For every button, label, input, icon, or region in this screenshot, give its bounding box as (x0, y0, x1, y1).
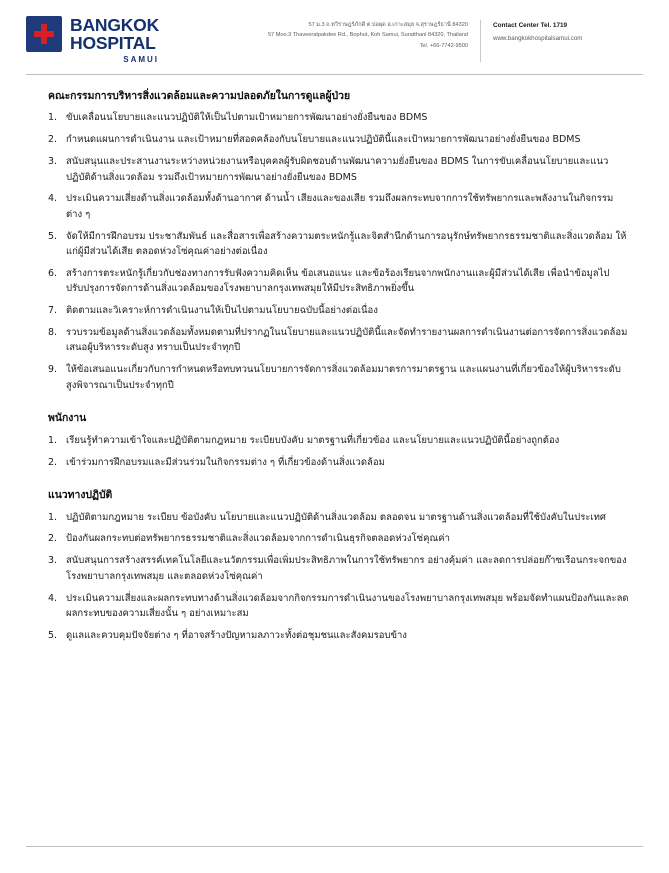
list-text: รวบรวมข้อมูลด้านสิ่งแวดล้อมทั้งหมดตามที่ปรากฏในนโยบายและแนวปฏิบัตินี้และจัดทำรายงานผลการดำเนินงานต่อการจัดการสิ่งแวดล้อมเสนอผู้บริหารระดับสูง ทราบเป็นประจำทุกปี (66, 327, 628, 354)
footer-rule (26, 846, 643, 847)
medical-cross-icon (26, 16, 62, 52)
list-number: 8. (48, 327, 58, 339)
list-text: เรียนรู้ทำความเข้าใจและปฏิบัติตามกฎหมาย ระเบียบบังคับ มาตรฐานที่เกี่ยวข้อง และนโยบายและแนวปฏิบัตินี้อย่างถูกต้อง (66, 434, 560, 446)
list-number: 3. (48, 156, 58, 168)
section-title-guidelines: แนวทางปฏิบัติ (48, 488, 113, 501)
list-item (48, 303, 629, 318)
contact-block (481, 16, 643, 45)
list-number: 2. (48, 533, 58, 545)
list-text: จัดให้มีการฝึกอบรม ประชาสัมพันธ์ และสื่อสารเพื่อสร้างความตระหนักรู้และจิตสำนึกด้านการอนุรักษ์ทรัพยากรธรรมชาติและสิ่งแวดล้อม ให้แก่ผู้มีส่วนได้เสีย ตลอดห่วงโซ่คุณค่าอย่างต่อเนื่อง (66, 230, 627, 258)
document-header (0, 0, 669, 72)
list-number: 2. (48, 134, 58, 146)
list-item (48, 510, 629, 525)
address-telephone: Tel. +66-7742-9500 (419, 42, 468, 49)
list-text: ดูแลและควบคุมปัจจัยต่าง ๆ ที่อาจสร้างปัญหามลภาวะทั้งต่อชุมชนและสังคมรอบข้าง (66, 629, 407, 641)
list-number: 6. (48, 267, 58, 279)
list-text: ขับเคลื่อนนโยบายและแนวปฏิบัติให้เป็นไปตามเป้าหมายการพัฒนาอย่างยั่งยืนของ BDMS (66, 112, 428, 124)
list-text: สนับสนุนการสร้างสรรค์เทคโนโลยีและนวัตกรรมเพื่อเพิ่มประสิทธิภาพในการใช้ทรัพยากร อย่างคุ้มค่า และลดการปล่อยก๊าซเรือนกระจกของโรงพยาบาลกรุงเทพสมุย และตลอดห่วงโซ่คุณค่า (66, 555, 627, 582)
list-item (48, 553, 629, 584)
list-text: ปฏิบัติตามกฎหมาย ระเบียบ ข้อบังคับ นโยบายและแนวปฏิบัติด้านสิ่งแวดล้อม ตลอดจน มาตรฐานด้านสิ่งแวดล้อมที่ใช้บังคับในประเทศ (66, 511, 606, 523)
address-block (218, 16, 480, 51)
list-item (48, 325, 629, 356)
list-text: สนับสนุนและประสานงานระหว่างหน่วยงานหรือบุคคลผู้รับผิดชอบด้านพัฒนาความยั่งยืนของ BDMS ในการขับเคลื่อนนโยบายและแนวปฏิบัติด้านสิ่งแวดล้อม รวมถึงเป้าหมายการพัฒนาอย่างยั่งยืนของ BDMS (66, 156, 609, 183)
list-text: ให้ข้อเสนอแนะเกี่ยวกับการกำหนดหรือทบทวนนโยบายการจัดการสิ่งแวดล้อมมาตรการมาตรฐาน และแผนงานที่เกี่ยวข้องให้ผู้บริหารระดับสูงพิจารณาเป็นประจำทุกปี (66, 364, 621, 391)
list-number: 7. (48, 305, 58, 317)
list-item (48, 362, 629, 393)
list-employee-duties (48, 433, 629, 470)
logo-line-1: BANGKOK (70, 15, 160, 35)
list-item (48, 531, 629, 546)
website-url[interactable]: www.bangkokhospitalsamui.com (493, 34, 583, 42)
logo-line-3: SAMUI (123, 54, 160, 64)
address-thai: 57 ม.3 ถ.ทวีราษฎร์ภักดี ต.บ่อผุด อ.เกาะสมุย จ.สุราษฎร์ธานี 84320 (308, 22, 468, 28)
section-title-employees: พนักงาน (48, 412, 87, 425)
list-text: สร้างการตระหนักรู้เกี่ยวกับช่องทางการรับฟังความคิดเห็น ข้อเสนอแนะ และข้อร้องเรียนจากพนักงานและผู้มีส่วนได้เสีย เพื่อนำข้อมูลไปปรับปรุงการจัดการด้านสิ่งแวดล้อมของโรงพยาบาลกรุงเทพสมุยให้มีประสิทธิภาพยิ่งขึ้น (66, 267, 610, 295)
list-text: ติดตามและวิเคราะห์การดำเนินงานให้เป็นไปตามนโยบายฉบับนี้อย่างต่อเนื่อง (66, 305, 378, 317)
hospital-logo (26, 16, 218, 64)
list-text: ประเมินความเสี่ยงด้านสิ่งแวดล้อมทั้งด้านอากาศ ด้านน้ำ เสียงและของเสีย รวมถึงผลกระทบจากการใช้ทรัพยากรและพลังงานในกิจกรรมต่าง ๆ (66, 193, 614, 220)
list-item (48, 110, 629, 125)
list-guidelines (48, 510, 629, 644)
list-item (48, 132, 629, 147)
list-number: 5. (48, 230, 58, 242)
list-number: 5. (48, 629, 58, 641)
contact-center-tel: Contact Center Tel. 1719 (493, 22, 568, 29)
list-number: 4. (48, 592, 58, 604)
list-item (48, 628, 629, 643)
list-item (48, 229, 629, 260)
list-item (48, 455, 629, 470)
section-title-committee: คณะกรรมการบริหารสิ่งแวดล้อมและความปลอดภัยในการดูแลผู้ป่วย (48, 89, 351, 102)
list-number: 2. (48, 456, 58, 468)
list-text: ประเมินความเสี่ยงและผลกระทบทางด้านสิ่งแวดล้อมจากกิจกรรมการดำเนินงานของโรงพยาบาลกรุงเทพสมุย พร้อมจัดทำแผนป้องกันและลดผลกระทบของความเสี่ยงนั้น ๆ อย่างเหมาะสม (66, 592, 629, 619)
list-committee-duties (48, 110, 629, 393)
list-item (48, 433, 629, 448)
address-english: 57 Moo.3 Thaveeratpakdee Rd., Bophut, Koh Samui, Suratthani 84320, Thailand (267, 32, 468, 39)
list-number: 1. (48, 112, 58, 124)
list-number: 9. (48, 364, 58, 376)
list-item (48, 266, 629, 297)
list-number: 1. (48, 434, 58, 446)
list-item (48, 191, 629, 222)
list-item (48, 154, 629, 185)
list-text: กำหนดแผนการดำเนินงาน และเป้าหมายที่สอดคล้องกับนโยบายและแนวปฏิบัตินี้และเป้าหมายการพัฒนาอย่างยั่งยืนของ BDMS (66, 134, 581, 146)
list-number: 4. (48, 193, 58, 205)
list-item (48, 591, 629, 622)
list-number: 3. (48, 555, 58, 567)
list-number: 1. (48, 511, 58, 523)
logo-wordmark (70, 16, 159, 64)
list-text: เข้าร่วมการฝึกอบรมและมีส่วนร่วมในกิจกรรมต่าง ๆ ที่เกี่ยวข้องด้านสิ่งแวดล้อม (66, 456, 385, 468)
logo-line-2: HOSPITAL (70, 32, 156, 53)
document-body (0, 75, 669, 643)
list-text: ป้องกันผลกระทบต่อทรัพยากรธรรมชาติและสิ่งแวดล้อมจากการดำเนินธุรกิจตลอดห่วงโซ่คุณค่า (66, 533, 450, 545)
